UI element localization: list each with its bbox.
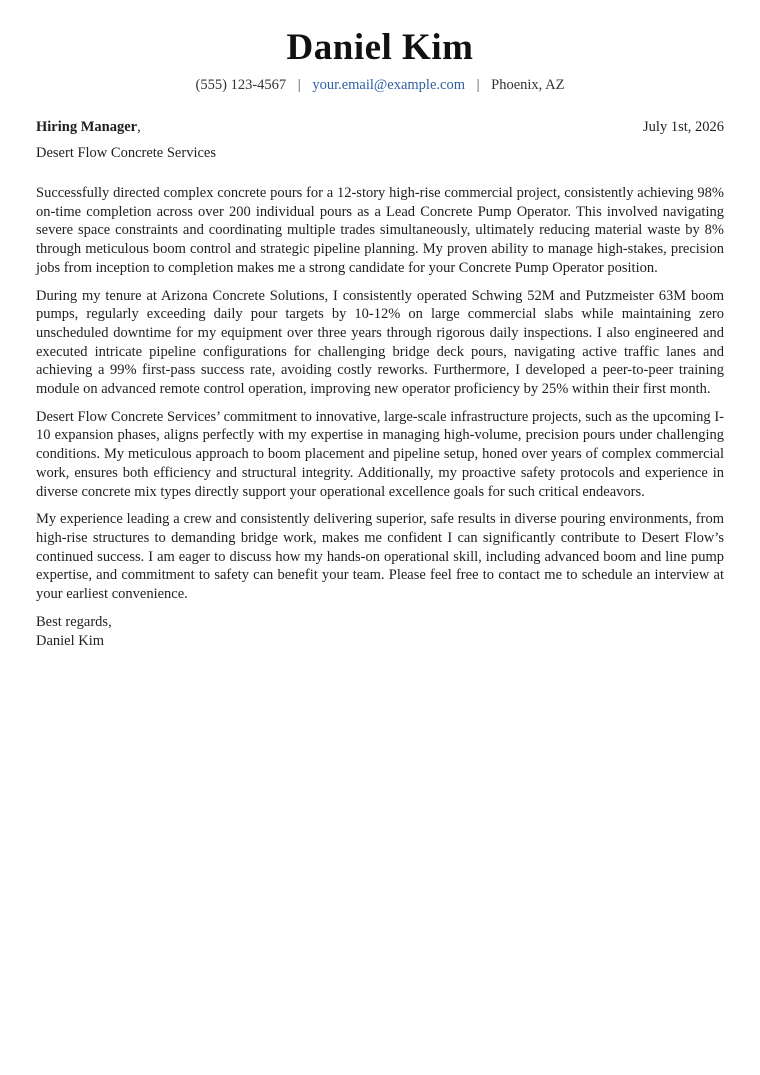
recipient <box>36 118 141 136</box>
signature-name: Daniel Kim <box>36 632 105 649</box>
letter-closing <box>36 613 724 651</box>
recipient-name: Hiring Manager <box>36 119 138 135</box>
body-paragraph: During my tenure at Arizona Concrete Solutions, I consistently operated Schwing 52M and Putzmeister 63M boom pumps, regularly exceeding daily pour targets by 10-12% on large commercial slabs while maintaining zero unscheduled downtime for my equipment over three years through rigorous daily inspections. I also engineered and executed intricate pipeline configurations for challenging bridge deck pours, navigating active traffic lanes and achieving a 99% first-pass success rate, avoiding costly reworks. Furthermore, I developed a peer-to-peer training module on advanced remote control operation, improving new operator proficiency by 25% within their first month. <box>36 287 724 398</box>
company-name: Desert Flow Concrete Services <box>36 145 216 161</box>
closing-phrase: Best regards, <box>36 613 112 630</box>
location: Phoenix, AZ <box>491 77 565 93</box>
body-paragraph: Desert Flow Concrete Services’ commitment to innovative, large-scale infrastructure projects, such as the upcoming I-10 expansion phases, aligns perfectly with my expertise in managing high-volume, precision pours under challenging conditions. My meticulous approach to boom placement and pipeline setup, honed over years of complex commercial work, ensures both efficiency and structural integrity. Additionally, my proactive safety protocols and experience in diverse concrete mix types directly support your operational excellence goals for such critical endeavors. <box>36 408 724 500</box>
phone-number: (555) 123-4567 <box>195 77 287 93</box>
email-link[interactable]: your.email@example.com <box>312 77 465 93</box>
body-paragraph: My experience leading a crew and consistently delivering superior, safe results in diverse pouring environments, from high-rise structures to demanding bridge work, makes me confident I can significantly contribute to Desert Flow’s continued success. I am eager to discuss how my hands-on operational skill, including advanced boom and line pump expertise, and commitment to safety can benefit your team. Please feel free to contact me to schedule an interview at your earliest convenience. <box>36 511 724 603</box>
body-paragraph: Successfully directed complex concrete pours for a 12-story high-rise commercial project, consistently achieving 98% on-time completion across over 200 individual pours as a Lead Concrete Pump Operator. This involved navigating severe space constraints and coordinating multiple trades simultaneously, ultimately reducing material waste by 8% through meticulous boom control and strategic pipeline planning. My proven ability to manage high-stakes, precision jobs from inception to completion makes me a strong candidate for your Concrete Pump Operator position. <box>36 185 724 276</box>
recipient-date-row <box>36 118 724 136</box>
contact-line <box>36 76 724 94</box>
letter-body <box>36 184 724 604</box>
recipient-suffix: , <box>137 119 141 135</box>
letter-date: July 1st, 2026 <box>643 119 724 135</box>
contact-separator: | <box>297 77 301 93</box>
applicant-name: Daniel Kim <box>286 27 474 68</box>
contact-separator: | <box>476 77 480 93</box>
